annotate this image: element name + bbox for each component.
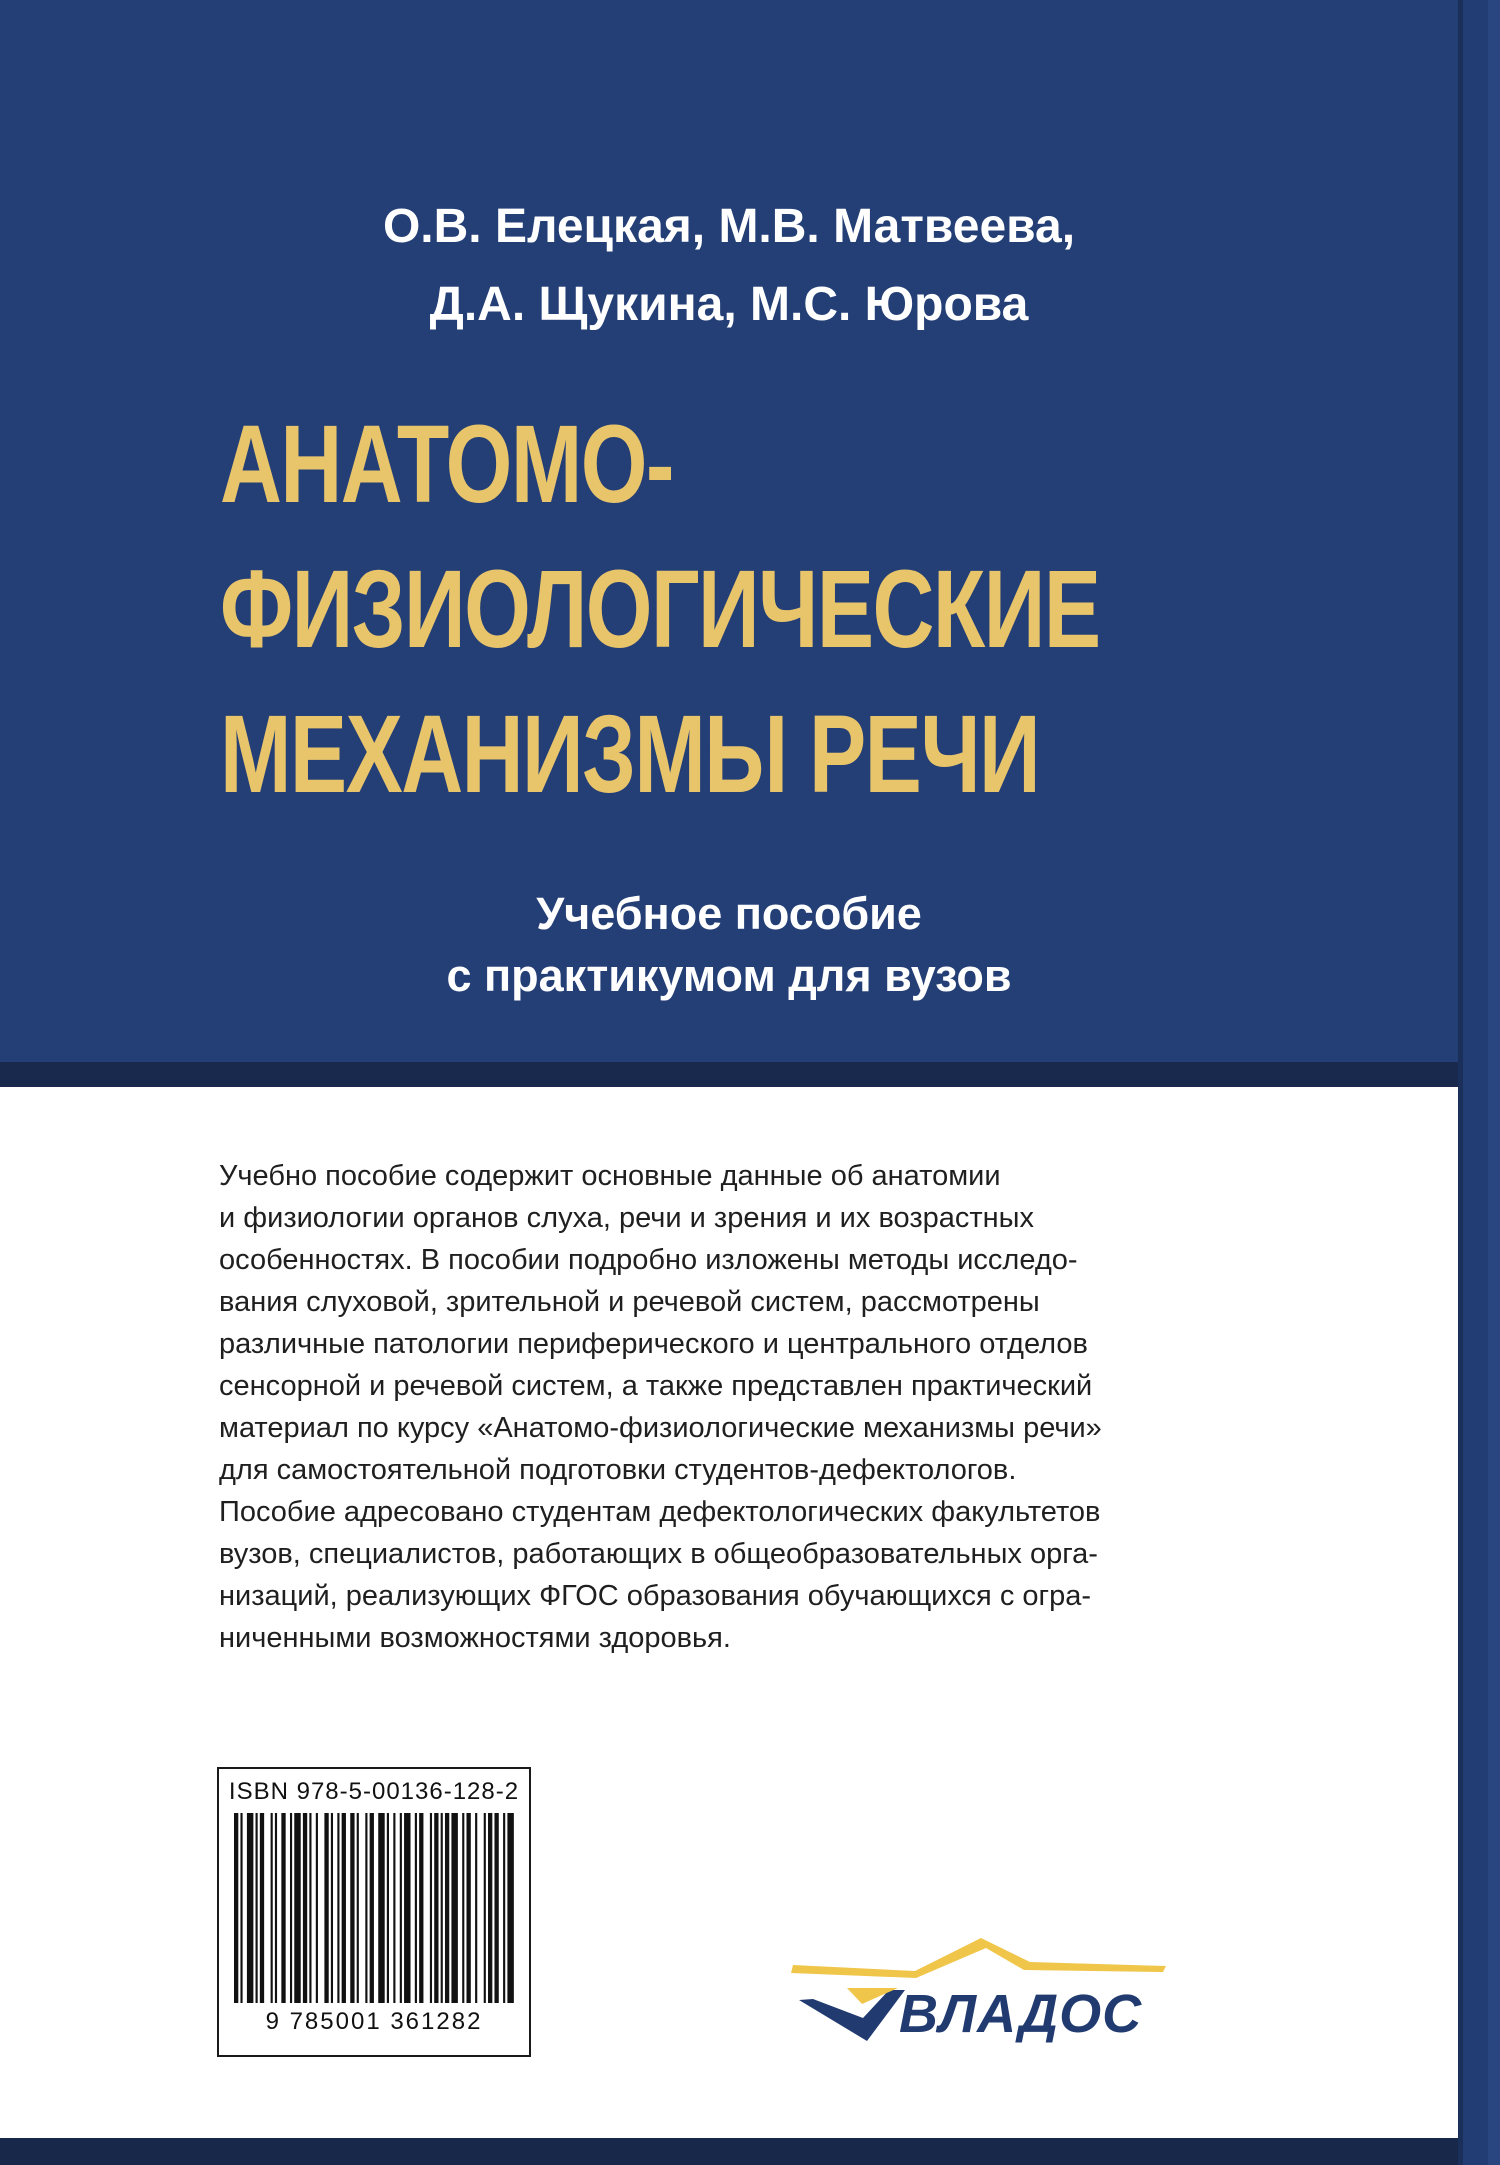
book-description-text: Учебно пособие содержит основные данные об анатомии и физиологии органов слуха, речи и зрения и их возрастных особенностях. В пособии подробно изложены методы исследо- вания слуховой, зрительной и речевой систем, рассмотрены различные патологии периферического и центрального отделов сенсорной и речевой систем, а также представлен практический материал по курсу «Анатомо-физиологические механизмы речи» для самостоятельной подготовки студентов-дефектологов. Пособие адресовано студентам дефектологических факультетов вузов, специалистов, работающих в общеобразовательных орга- низаций, реализующих ФГОС образования обучающихся с огра- ниченными возможностями здоровья. <box>219 1160 1102 1654</box>
barcode-bar <box>507 1813 513 2003</box>
cover-edge-highlight <box>1488 0 1500 2165</box>
logo-text: ВЛАДОС <box>899 1984 1143 2044</box>
barcode-bar <box>475 1813 477 2003</box>
barcode-bar <box>404 1813 410 2003</box>
spine-line <box>1458 0 1463 2165</box>
book-description <box>219 1155 1207 1659</box>
barcode-bar <box>357 1813 359 2003</box>
barcode-bar <box>303 1813 307 2003</box>
book-title-line-3: МЕХАНИЗМЫ РЕЧИ <box>220 693 1040 816</box>
barcode-bar <box>434 1813 438 2003</box>
book-subtitle-line-1: Учебное пособие <box>536 888 922 939</box>
book-title-line-2: ФИЗИОЛОГИЧЕСКИЕ <box>220 548 1100 671</box>
barcode-bar <box>451 1813 457 2003</box>
authors-line-1: О.В. Елецкая, М.В. Матвеева, <box>382 200 1076 253</box>
barcode-bar <box>445 1813 449 2003</box>
logo-top-swoosh <box>791 1938 1166 1978</box>
barcode-bar <box>309 1813 311 2003</box>
barcode-bar <box>419 1813 423 2003</box>
barcode-bar <box>484 1813 486 2003</box>
authors-line-2: Д.А. Щукина, М.С. Юрова <box>429 278 1029 331</box>
barcode-bar <box>378 1813 384 2003</box>
cover-divider-bar <box>0 1062 1458 1087</box>
authors <box>0 188 1458 344</box>
book-title-line-1: АНАТОМО- <box>220 403 673 526</box>
barcode-bar <box>281 1813 285 2003</box>
barcode-bar <box>350 1813 354 2003</box>
barcode-bar <box>256 1813 258 2003</box>
barcode-bar <box>240 1813 242 2003</box>
book-subtitle-line-2: с практикумом для вузов <box>446 950 1012 1001</box>
barcode-bar <box>415 1813 417 2003</box>
isbn-barcode-box <box>217 1767 531 2057</box>
barcode-bar <box>316 1813 318 2003</box>
barcode-bar <box>441 1813 443 2003</box>
barcode-graphic <box>234 1813 516 2003</box>
isbn-label: ISBN 978-5-00136-128-2 <box>228 1778 520 1805</box>
book-subtitle <box>0 883 1458 1007</box>
barcode-bar <box>294 1813 300 2003</box>
barcode-bar <box>342 1813 346 2003</box>
barcode-bar <box>393 1813 395 2003</box>
barcode-digits: 9 785001 361282 <box>265 2008 483 2035</box>
barcode-bar <box>430 1813 432 2003</box>
book-title <box>220 392 1260 827</box>
barcode-bar <box>247 1813 253 2003</box>
barcode-bar <box>488 1813 492 2003</box>
barcode-bar <box>466 1813 470 2003</box>
barcode-bar <box>337 1813 339 2003</box>
publisher-logo <box>785 1938 1190 2050</box>
barcode-bar <box>370 1813 374 2003</box>
barcode-bar <box>324 1813 328 2003</box>
barcode-bar <box>494 1813 498 2003</box>
barcode-bar <box>234 1813 238 2003</box>
logo-check-mark <box>799 1990 905 2041</box>
barcode-bar <box>331 1813 333 2003</box>
barcode-bar <box>503 1813 505 2003</box>
barcode-bar <box>271 1813 273 2003</box>
barcode-bar <box>275 1813 277 2003</box>
barcode-bar <box>400 1813 402 2003</box>
barcode-bar <box>290 1813 292 2003</box>
cover-bottom-band <box>0 2138 1458 2165</box>
barcode-bar <box>462 1813 464 2003</box>
barcode-bar <box>365 1813 367 2003</box>
barcode-bar <box>387 1813 389 2003</box>
barcode-bar <box>260 1813 264 2003</box>
